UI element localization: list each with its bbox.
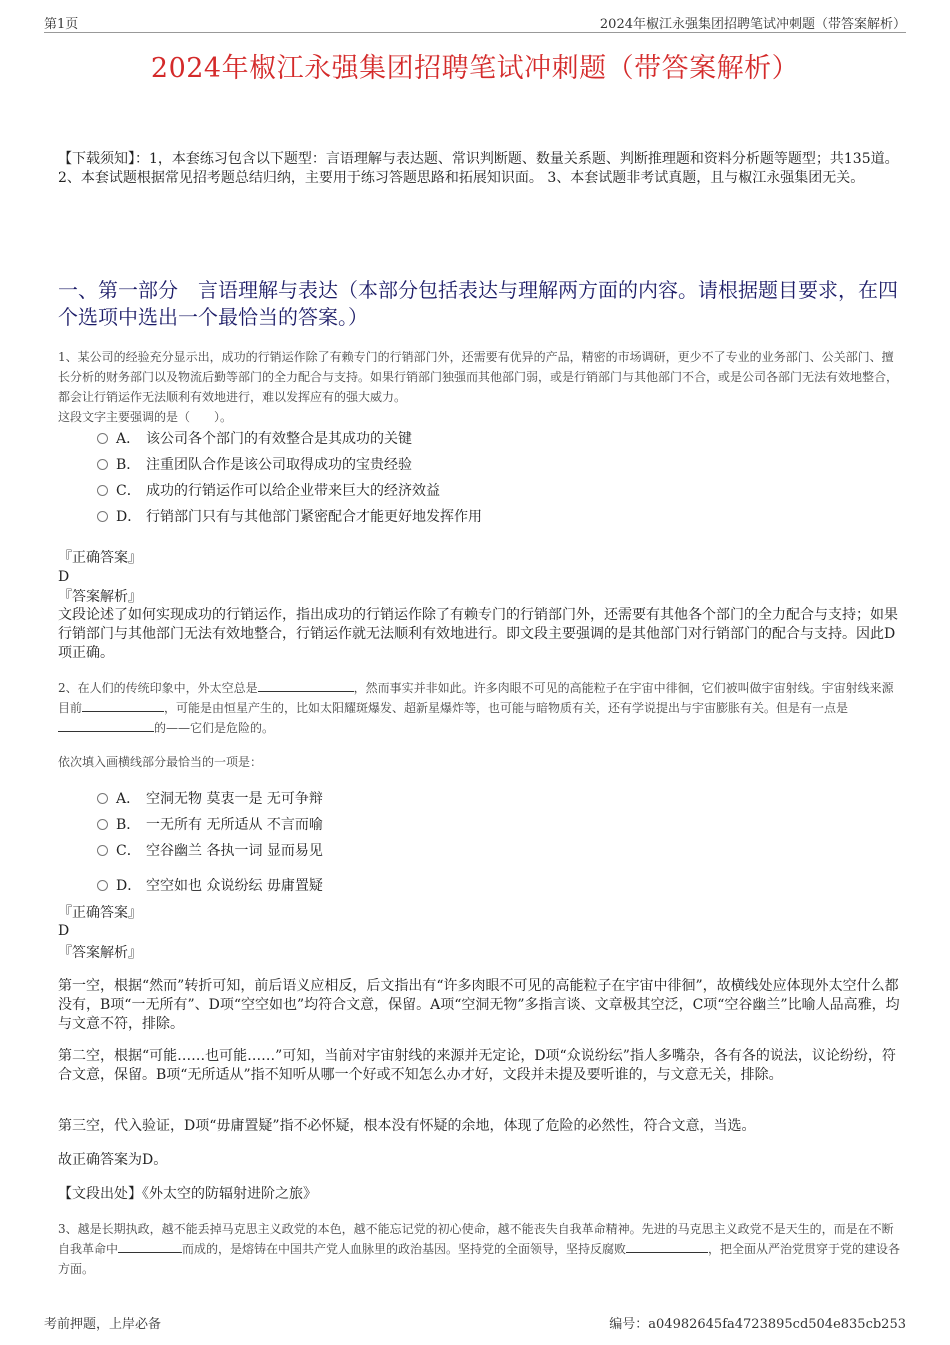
radio-icon[interactable] (97, 819, 108, 830)
q1-analysis: 文段论述了如何实现成功的行销运作，指出成功的行销运作除了有赖专门的行销部门外，还需要有其他各个部门的全力配合与支持；如果行销部门与其他部门无法有效地整合，行销运作就无法顺利有效地进行。即文段主要强调的是其他部门对行销部门的配合与支持。因此D项正确。 (58, 607, 898, 661)
radio-icon[interactable] (97, 485, 108, 496)
question-2-stem: 2、在人们的传统印象中，外太空总是 ，然而事实并非如此。许多肉眼不可见的高能粒子在宇宙中徘徊，它们被叫做宇宙射线。宇宙射线来源目前 ，可能是由恒星产生的，比如太阳耀斑爆发、超新星爆炸等，也可能与暗物质有关，还有学说提出与宇宙膨胀有关。但是有一点是的——它们是危险的。 (58, 681, 894, 735)
radio-icon[interactable] (97, 880, 108, 891)
q1-answer: D (58, 569, 70, 585)
radio-icon[interactable] (97, 459, 108, 470)
header-doc-title: 2024年椒江永强集团招聘笔试冲刺题（带答案解析） (599, 17, 906, 32)
radio-icon[interactable] (97, 793, 108, 804)
radio-icon[interactable] (97, 845, 108, 856)
q2-analysis-label: 『答案解析』 (58, 945, 142, 961)
q2-source: 【文段出处】《外太空的防辐射进阶之旅》 (58, 1186, 317, 1202)
q1-answer-label: 『正确答案』 (58, 550, 142, 566)
q1-option-a[interactable]: A． 该公司各个部门的有效整合是其成功的关键 (97, 429, 412, 449)
footer-slogan: 考前押题，上岸必备 (44, 1317, 162, 1332)
page-number: 第1页 (44, 17, 79, 32)
question-3-stem: 3、越是长期执政，越不能丢掉马克思主义政党的本色，越不能忘记党的初心使命，越不能丧失自我革命精神。先进的马克思主义政党不是天生的，而是在不断自我革命中 而成的，是熔铸在中国共产党人血脉里的政治基因。坚持党的全面领导，坚持反腐败 ，把全面从严治党贯穿于党的建设各方面。 (58, 1222, 901, 1276)
radio-icon[interactable] (97, 511, 108, 522)
q1-option-d[interactable]: D． 行销部门只有与其他部门紧密配合才能更好地发挥作用 (97, 507, 482, 527)
question-2-prompt: 依次填入画横线部分最恰当的一项是： (58, 755, 263, 769)
q2-analysis-para-1: 第一空，根据“然而”转折可知，前后语义应相反，后文指出有“许多肉眼不可见的高能粒子在宇宙中徘徊”，故横线处应体现外太空什么都没有，B项“一无所有”、D项“空空如也”均符合文意，保留。A项“空洞无物”多指言谈、文章极其空泛，C项“空谷幽兰”比喻人品高雅，均与文意不符，排除。 (58, 978, 900, 1032)
question-1-prompt: 这段文字主要强调的是（ ）。 (58, 410, 233, 424)
question-1-stem: 1、某公司的经验充分显示出，成功的行销运作除了有赖专门的行销部门外，还需要有优异的产品，精密的市场调研，更少不了专业的业务部门、公关部门、擅长分析的财务部门以及物流后勤等部门的全力配合与支持。如果行销部门独强而其他部门弱，或是行销部门与其他部门不合，或是公司各部门无法有效地整合，都会让行销运作无法顺利有效地进行，难以发挥应有的强大威力。 (58, 350, 899, 404)
radio-icon[interactable] (97, 433, 108, 444)
footer-doc-id: 编号：a04982645fa4723895cd504e835cb253 (609, 1317, 906, 1332)
q2-option-a[interactable]: A． 空洞无物 莫衷一是 无可争辩 (97, 789, 323, 809)
q2-option-b[interactable]: B． 一无所有 无所适从 不言而喻 (97, 815, 323, 835)
page-title: 2024年椒江永强集团招聘笔试冲刺题（带答案解析） (150, 53, 800, 84)
q2-analysis-para-4: 故正确答案为D。 (58, 1152, 168, 1168)
q1-option-c[interactable]: C． 成功的行销运作可以给企业带来巨大的经济效益 (97, 481, 440, 501)
q1-option-b[interactable]: B． 注重团队合作是该公司取得成功的宝贵经验 (97, 455, 412, 475)
q2-answer-label: 『正确答案』 (58, 905, 142, 921)
q2-option-d[interactable]: D． 空空如也 众说纷纭 毋庸置疑 (97, 876, 323, 896)
download-notice: 【下载须知】：1，本套练习包含以下题型：言语理解与表达题、常识判断题、数量关系题、判断推理题和资料分析题等题型；共135道。 2、本套试题根据常见招考题总结归纳，主要用于练习答题思路和拓展知识面。 3、本套试题非考试真题，且与椒江永强集团无关。 (58, 151, 899, 186)
q2-option-c[interactable]: C． 空谷幽兰 各执一词 显而易见 (97, 841, 323, 861)
q2-analysis-para-2: 第二空，根据“可能……也可能……”可知，当前对宇宙射线的来源并无定论，D项“众说纷纭”指人多嘴杂，各有各的说法，议论纷纷，符合文意，保留。B项“无所适从”指不知听从哪一个好或不知怎么办才好，文段并未提及要听谁的，与文意无关，排除。 (58, 1048, 896, 1083)
q1-analysis-label: 『答案解析』 (58, 589, 142, 605)
q2-analysis-para-3: 第三空，代入验证，D项“毋庸置疑”指不必怀疑，根本没有怀疑的余地，体现了危险的必然性，符合文意，当选。 (58, 1118, 756, 1134)
header-divider (44, 32, 906, 33)
section-heading: 一、第一部分 言语理解与表达（本部分包括表达与理解两方面的内容。请根据题目要求，在四个选项中选出一个最恰当的答案。） (58, 278, 898, 329)
q2-answer: D (58, 923, 70, 939)
